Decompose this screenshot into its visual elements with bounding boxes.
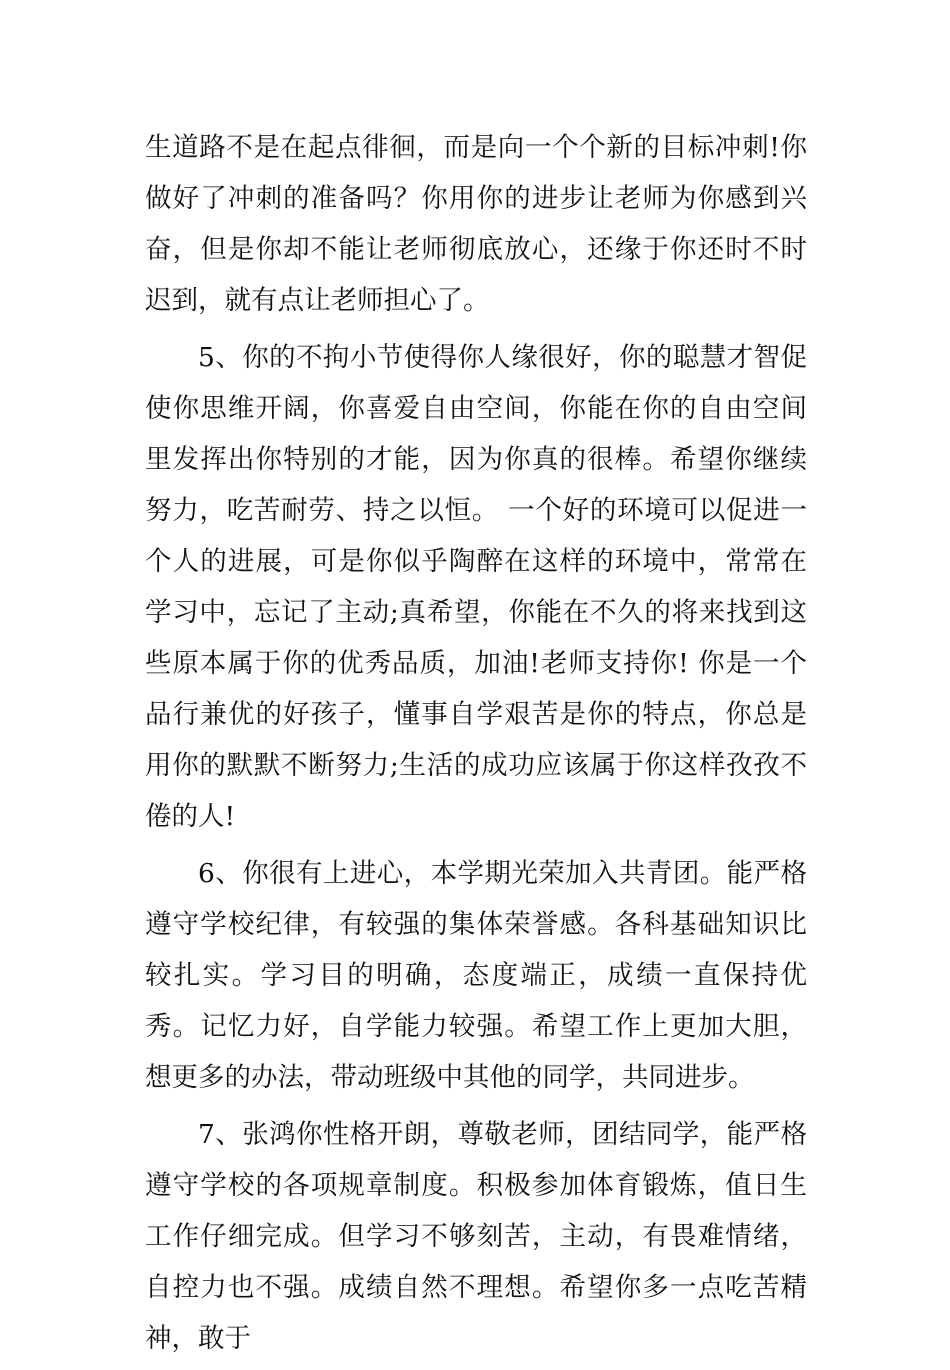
document-body (145, 122, 807, 1370)
paragraph-6: 6、你很有上进心，本学期光荣加入共青团。能严格遵守学校纪律，有较强的集体荣誉感。各科基础知识比较扎实。学习目的明确，态度端正，成绩一直保持优秀。记忆力好，自学能力较强。希望工作上更加大胆，想更多的办法，带动班级中其他的同学，共同进步。 (145, 858, 807, 1093)
paragraph-7: 7、张鸿你性格开朗，尊敬老师，团结同学，能严格遵守学校的各项规章制度。积极参加体育锻炼，值日生工作仔细完成。但学习不够刻苦，主动，有畏难情绪，自控力也不强。成绩自然不理想。希望你多一点吃苦精神，敢于 (145, 1119, 807, 1354)
paragraph-continued: 生道路不是在起点徘徊，而是向一个个新的目标冲刺!你做好了冲刺的准备吗？你用你的进步让老师为你感到兴奋，但是你却不能让老师彻底放心，还缘于你还时不时迟到，就有点让老师担心了。 (145, 132, 807, 316)
paragraph-5: 5、你的不拘小节使得你人缘很好，你的聪慧才智促使你思维开阔，你喜爱自由空间，你能在你的自由空间里发挥出你特别的才能，因为你真的很棒。希望你继续努力，吃苦耐劳、持之以恒。 一个好的环境可以促进一个人的进展，可是你似乎陶醉在这样的环境中，常常在学习中，忘记了主动;真希望，你能在不久的将来找到这些原本属于你的优秀品质，加油!老师支持你! 你是一个品行兼优的好孩子，懂事自学艰苦是你的特点，你总是用你的默默不断努力;生活的成功应该属于你这样孜孜不倦的人! (145, 342, 807, 832)
